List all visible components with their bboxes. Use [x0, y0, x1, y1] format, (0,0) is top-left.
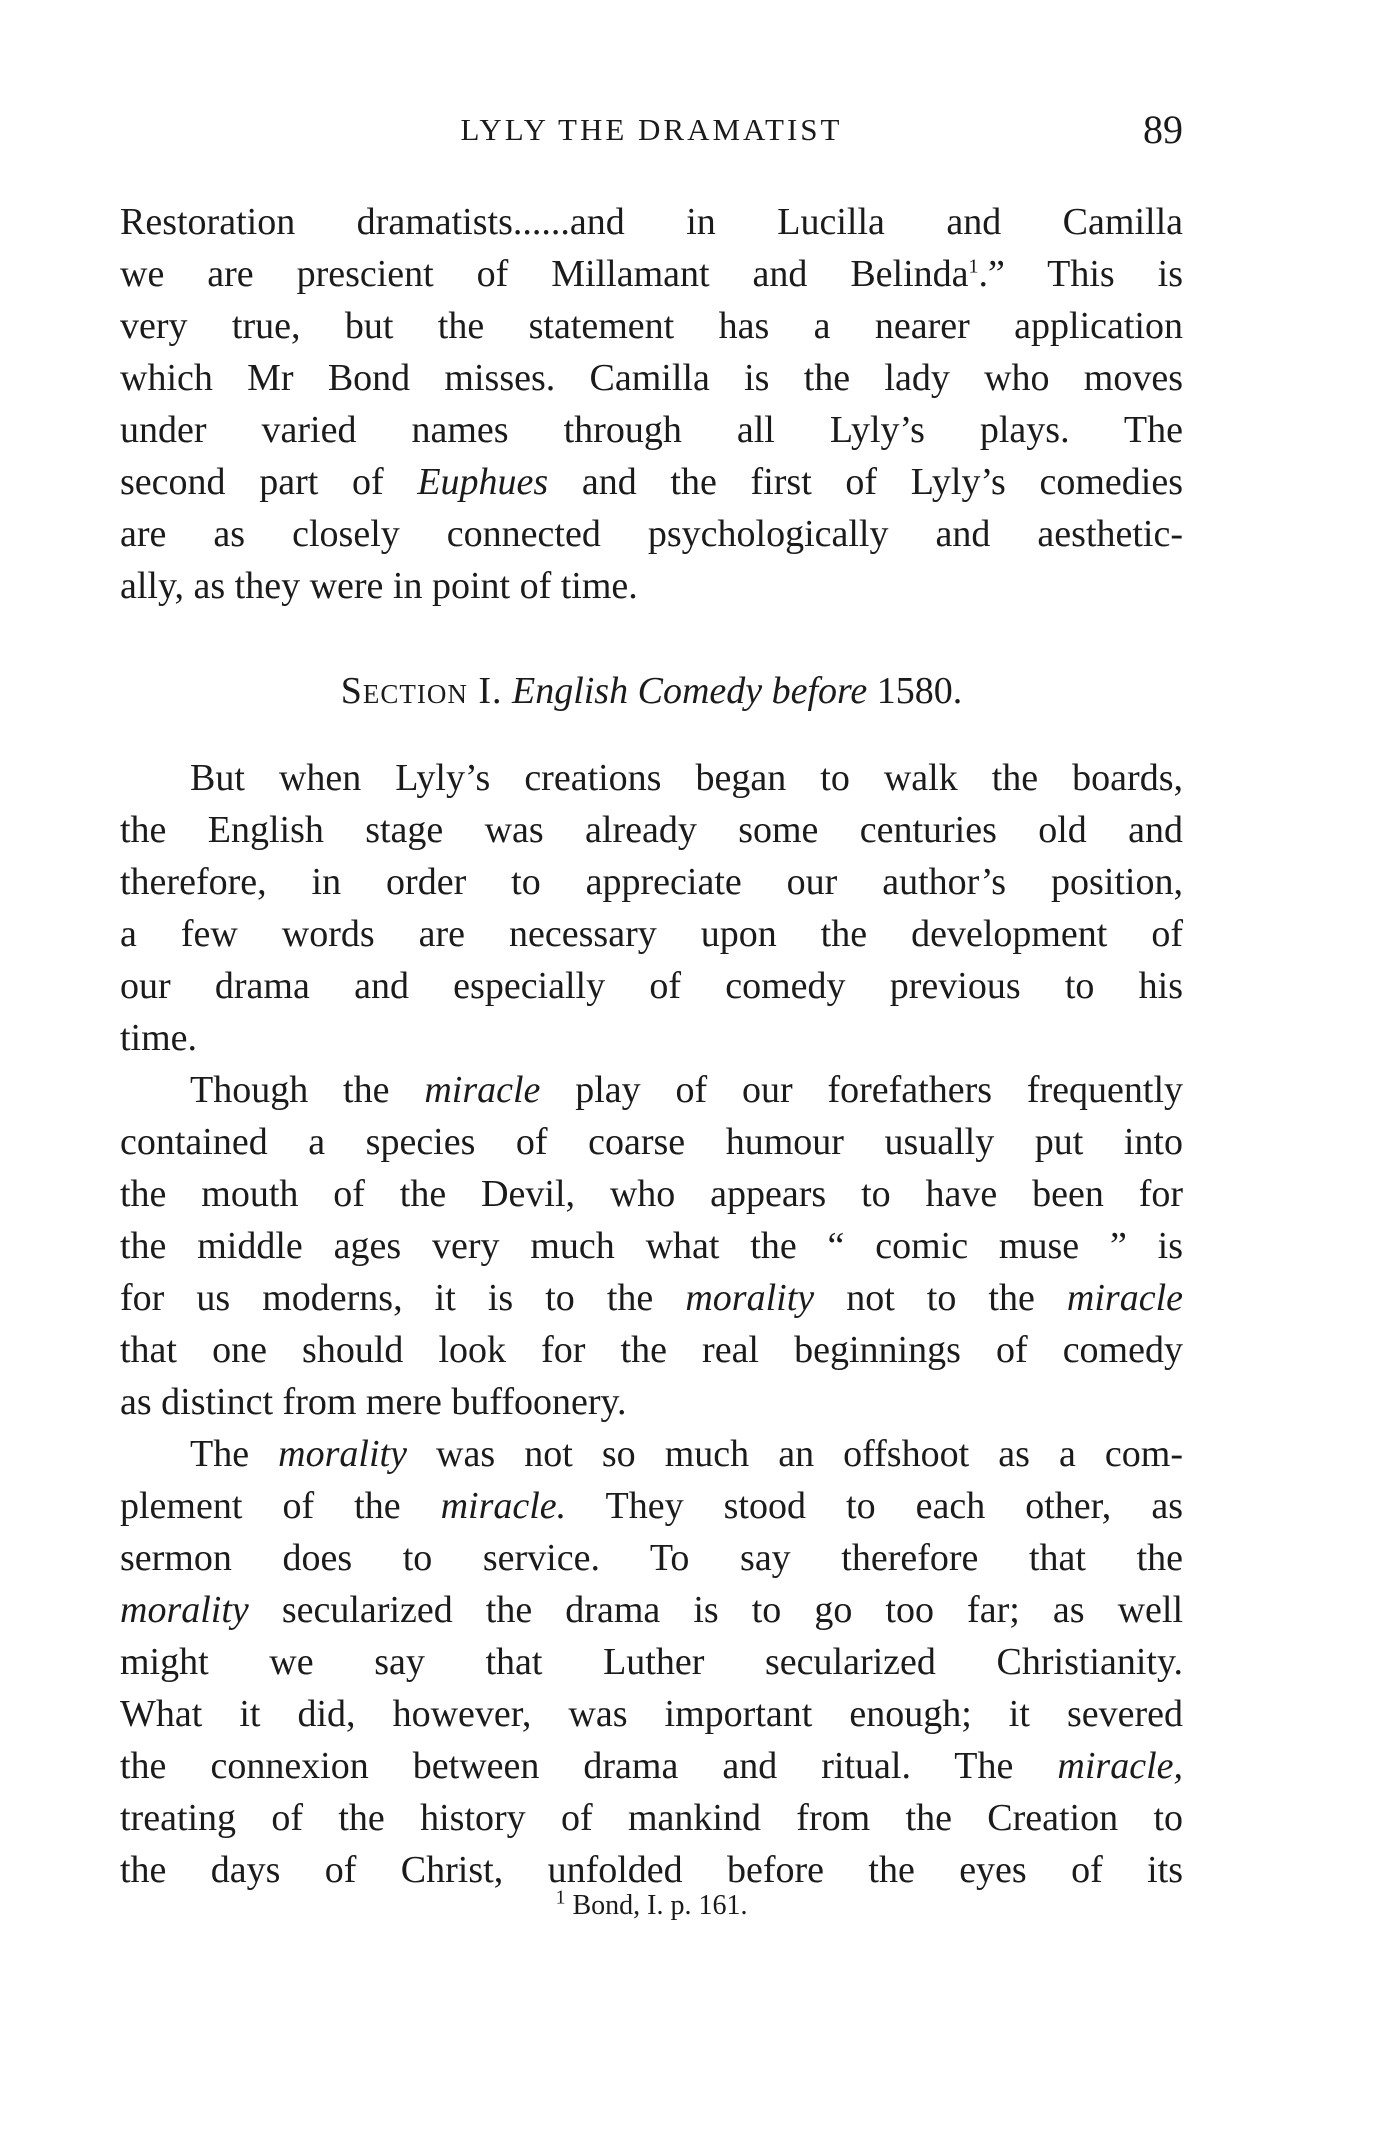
text-line: Though the miracle play of our forefathers frequently: [190, 1069, 1184, 1111]
text-line: Restoration dramatists......and in Lucilla and Camilla: [120, 201, 1183, 243]
text-line: might we say that Luther secularized Christianity.: [120, 1641, 1183, 1683]
text-line: sermon does to service. To say therefore that the: [120, 1537, 1183, 1579]
footnote: [120, 1888, 1183, 1924]
footnote-marker: 1: [555, 1886, 566, 1909]
text-line: therefore, in order to appreciate our author’s position,: [120, 861, 1183, 903]
text-line: plement of the miracle. They stood to each other, as: [120, 1485, 1183, 1527]
running-title: LYLY THE DRAMATIST: [460, 112, 843, 147]
section-title: English Comedy before: [511, 670, 868, 712]
text-line: a few words are necessary upon the development of: [120, 913, 1183, 955]
text-line: the English stage was already some centuries old and: [120, 809, 1183, 851]
text-line: under varied names through all Lyly’s plays. The: [120, 409, 1183, 451]
text-line: treating of the history of mankind from the Creation to: [120, 1797, 1183, 1839]
text-line: that one should look for the real beginnings of comedy: [120, 1329, 1183, 1371]
text-line: very true, but the statement has a nearer application: [120, 305, 1183, 347]
text-line: are as closely connected psychologically and aesthetic-: [120, 513, 1183, 555]
text-line: time.: [120, 1017, 198, 1059]
footnote-text: Bond, I. p. 161.: [565, 1890, 748, 1921]
text-line: for us moderns, it is to the morality not to the miracle: [120, 1277, 1183, 1319]
section-year: 1580.: [876, 670, 963, 712]
page-number: 89: [1143, 107, 1183, 152]
page-header: [120, 107, 1183, 162]
section-heading: [120, 665, 1183, 717]
text-line: our drama and especially of comedy previous to his: [120, 965, 1183, 1007]
text-line: we are prescient of Millamant and Belinda$^1$.” This is: [120, 253, 1183, 295]
text-line: the middle ages very much what the “ comic muse ” is: [120, 1225, 1183, 1267]
text-line: as distinct from mere buffoonery.: [120, 1381, 627, 1423]
section-label: Section I.: [340, 670, 503, 712]
text-line: the days of Christ, unfolded before the eyes of its: [120, 1849, 1183, 1891]
text-line: the mouth of the Devil, who appears to have been for: [120, 1173, 1183, 1215]
text-line: But when Lyly’s creations began to walk the boards,: [190, 757, 1183, 799]
text-line: The morality was not so much an offshoot as a com-: [190, 1433, 1183, 1475]
text-line: the connexion between drama and ritual. The miracle,: [120, 1745, 1183, 1787]
text-line: morality secularized the drama is to go too far; as well: [120, 1589, 1183, 1631]
text-line: second part of Euphues and the first of Lyly’s comedies: [120, 461, 1183, 503]
text-line: which Mr Bond misses. Camilla is the lady who moves: [120, 357, 1183, 399]
text-line: ally, as they were in point of time.: [120, 565, 638, 607]
text-line: contained a species of coarse humour usually put into: [120, 1121, 1183, 1163]
footnote-ref: 1: [968, 255, 979, 278]
book-page: [120, 0, 1183, 2132]
text-line: What it did, however, was important enough; it severed: [120, 1693, 1183, 1735]
